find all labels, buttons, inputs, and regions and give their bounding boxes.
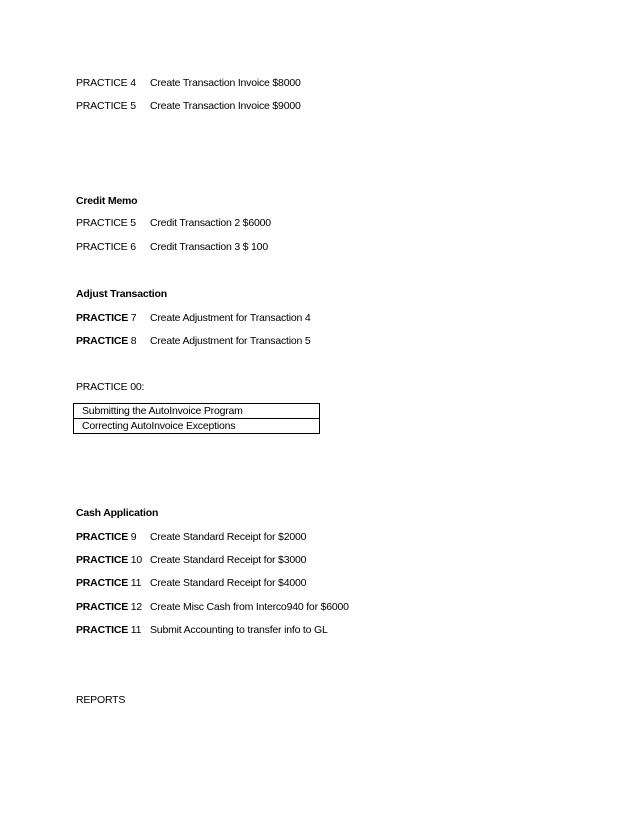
practice-desc: Create Standard Receipt for $4000 (150, 577, 307, 589)
practice-desc: Create Misc Cash from Interco940 for $6000 (150, 601, 349, 613)
practice-desc: Create Adjustment for Transaction 5 (150, 335, 311, 347)
practice-label: PRACTICE 10 (76, 554, 143, 566)
practice-desc: Create Transaction Invoice $8000 (150, 77, 301, 89)
practice-label: PRACTICE 4 (76, 77, 136, 89)
practice-desc: Credit Transaction 2 $6000 (150, 217, 271, 229)
practice-label: PRACTICE 6 (76, 241, 136, 253)
table-row: Submitting the AutoInvoice Program (82, 405, 243, 417)
practice-label: PRACTICE 7 (76, 312, 137, 324)
practice-label: PRACTICE 12 (76, 601, 143, 613)
credit-memo-heading: Credit Memo (76, 195, 138, 207)
practice-desc: Create Standard Receipt for $2000 (150, 531, 307, 543)
cash-application-heading: Cash Application (76, 507, 159, 519)
practice-label: PRACTICE 5 (76, 217, 136, 229)
adjust-transaction-heading: Adjust Transaction (76, 288, 167, 300)
practice00-table (73, 403, 320, 434)
practice-desc: Create Adjustment for Transaction 4 (150, 312, 311, 324)
practice-label: PRACTICE 9 (76, 531, 137, 543)
practice00-heading: PRACTICE 00: (76, 381, 145, 393)
reports-heading: REPORTS (76, 694, 126, 706)
practice-desc: Credit Transaction 3 $ 100 (150, 241, 268, 253)
practice-label: PRACTICE 11 (76, 577, 142, 589)
practice-desc: Create Standard Receipt for $3000 (150, 554, 307, 566)
table-row: Correcting AutoInvoice Exceptions (74, 418, 319, 433)
practice-label: PRACTICE 5 (76, 100, 136, 112)
practice-desc: Submit Accounting to transfer info to GL (150, 624, 328, 636)
practice-label: PRACTICE 8 (76, 335, 137, 347)
practice-desc: Create Transaction Invoice $9000 (150, 100, 301, 112)
practice-label: PRACTICE 11 (76, 624, 142, 636)
